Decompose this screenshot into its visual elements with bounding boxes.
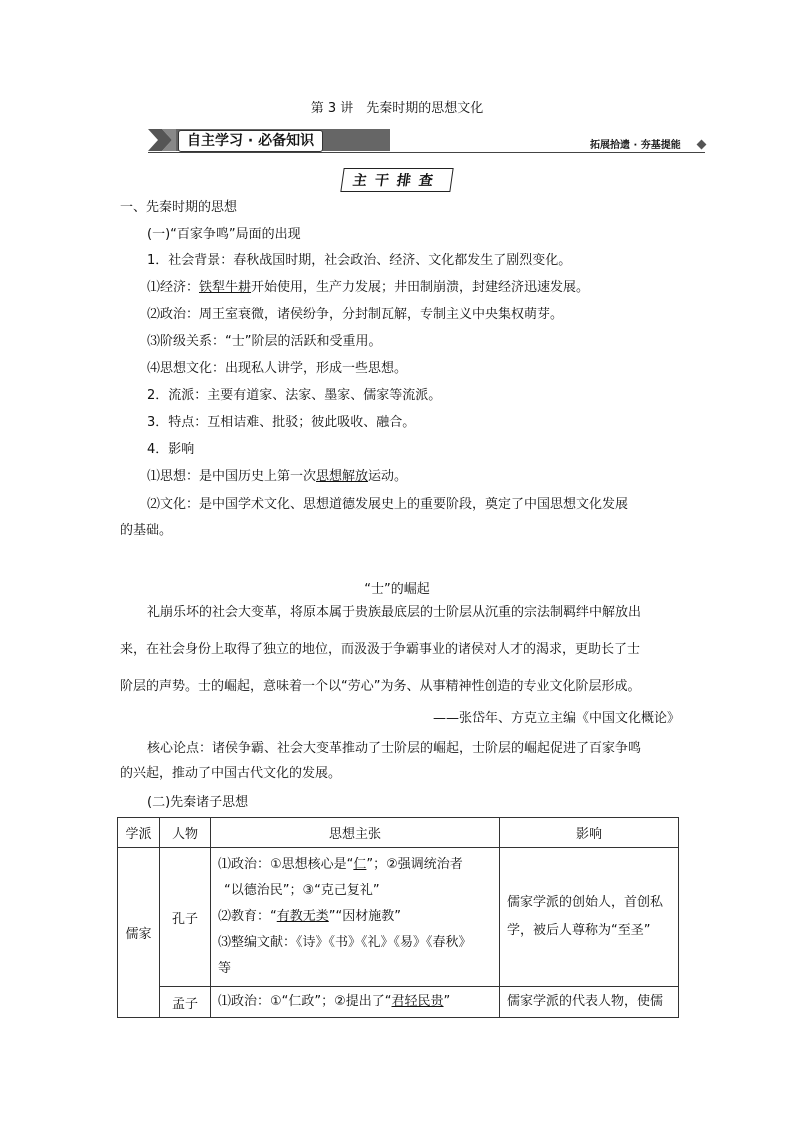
header-cell: 影响 xyxy=(500,818,679,848)
para: ⑵文化：是中国学术文化、思想道德发展史上的重要阶段，奠定了中国思想文化发展 xyxy=(147,497,629,512)
section-title: 主干排查 xyxy=(0,168,794,192)
para: ⑴经济：铁犁牛耕开始使用，生产力发展；井田制崩溃，封建经济迅速发展。 xyxy=(147,280,590,295)
ideas-cell: ⑴政治：①思想核心是“仁”；②强调统治者 “以德治民”；③“克己复礼” ⑵教育：“有教无类”“因材施教” ⑶整编文献：《诗》《书》《礼》《易》《春秋》 等 xyxy=(211,848,500,987)
banner-label: 自主学习 · 必备知识 xyxy=(178,130,323,152)
heading-2: (二)先秦诸子思想 xyxy=(147,795,249,810)
quote-line: 礼崩乐坏的社会大变革，将原本属于贵族最底层的士阶层从沉重的宗法制羁绊中解放出 xyxy=(147,605,642,620)
para: ⑴思想：是中国历史上第一次思想解放运动。 xyxy=(147,469,408,484)
quote-source: ——张岱年、方克立主编《中国文化概论》 xyxy=(432,711,680,726)
quote-title: “士”的崛起 xyxy=(364,582,430,597)
diamond-icon xyxy=(697,140,707,150)
quote-line: 来，在社会身份上取得了独立的地位，而汲汲于争霸事业的诸侯对人才的渴求，更助长了士 xyxy=(120,642,641,657)
heading-1: 一、先秦时期的思想 xyxy=(120,200,238,215)
impact-cell: 儒家学派的创始人，首创私学，被后人尊称为“至圣” xyxy=(500,848,679,987)
table-header-row xyxy=(118,818,679,848)
para: 1．社会背景：春秋战国时期，社会政治、经济、文化都发生了剧烈变化。 xyxy=(147,253,572,268)
para: ⑷思想文化：出现私人讲学，形成一些思想。 xyxy=(147,361,408,376)
banner-right-label: 拓展拾遗 · 夯基提能 xyxy=(590,140,681,151)
para: ⑵政治：周王室衰微，诸侯纷争，分封制瓦解，专制主义中央集权萌芽。 xyxy=(147,307,564,322)
school-cell: 儒家 xyxy=(118,848,160,1018)
page-title: 第 3 讲 先秦时期的思想文化 xyxy=(310,101,484,116)
para: 2．流派：主要有道家、法家、墨家、儒家等流派。 xyxy=(147,388,442,403)
quote-line: 阶层的声势。士的崛起，意味着一个以“劳心”为务、从事精神性创造的专业文化阶层形成。 xyxy=(120,679,641,694)
heading-2: (一)“百家争鸣”局面的出现 xyxy=(147,227,301,242)
para: 3．特点：互相诘难、批驳；彼此吸收、融合。 xyxy=(147,415,416,430)
para: ⑶阶级关系：“士”阶层的活跃和受重用。 xyxy=(147,334,382,349)
ideas-cell: ⑴政治：①“仁政”；②提出了“君轻民贵” xyxy=(211,987,500,1018)
divider xyxy=(148,152,705,153)
person-cell: 孟子 xyxy=(160,987,211,1018)
header-cell: 人物 xyxy=(160,818,211,848)
core-argument: 核心论点：诸侯争霸、社会大变革推动了士阶层的崛起，士阶层的崛起促进了百家争鸣 xyxy=(147,741,642,756)
para: 4．影响 xyxy=(147,442,195,457)
table-row xyxy=(118,848,679,987)
para: 的基础。 xyxy=(120,523,173,538)
table-row xyxy=(118,987,679,1018)
person-cell: 孔子 xyxy=(160,848,211,987)
core-argument: 的兴起，推动了中国古代文化的发展。 xyxy=(120,766,342,781)
section-banner xyxy=(148,127,390,153)
thinkers-table xyxy=(117,817,679,1018)
impact-cell: 儒家学派的代表人物，使儒 xyxy=(500,987,679,1018)
header-cell: 学派 xyxy=(118,818,160,848)
header-cell: 思想主张 xyxy=(211,818,500,848)
